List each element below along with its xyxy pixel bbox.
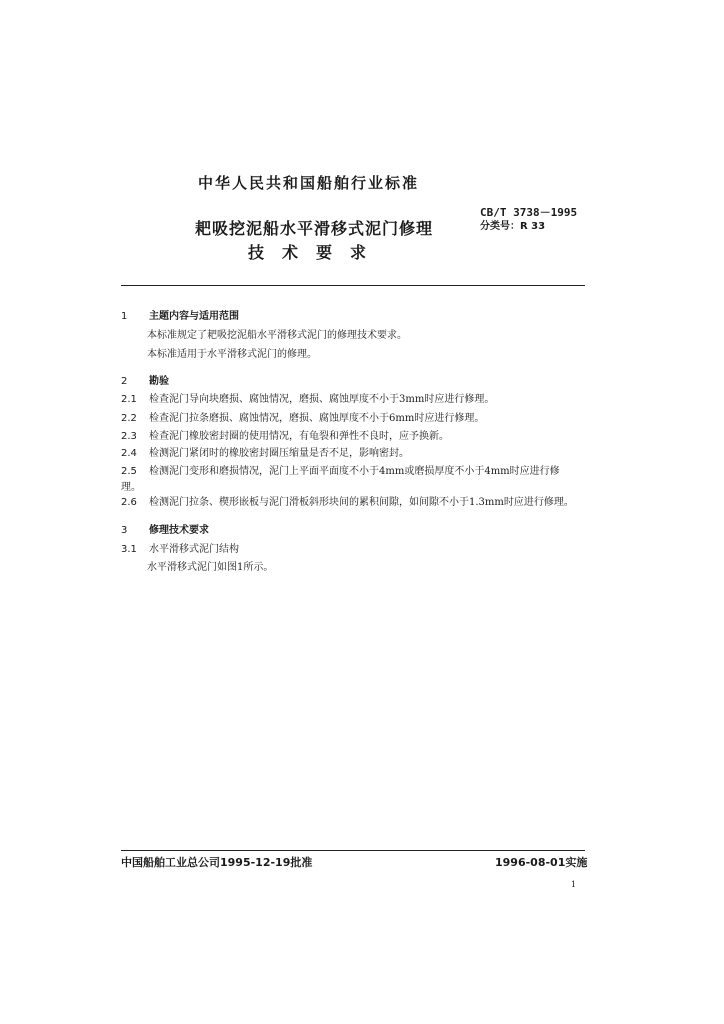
clause-number: 3.1 <box>121 544 137 555</box>
page-number: 1 <box>571 880 577 889</box>
section-1-heading <box>121 304 239 323</box>
clause-text: 水平滑移式泥门结构 <box>149 544 239 555</box>
paragraph: 本标准规定了耙吸挖泥船水平滑移式泥门的修理技术要求。 <box>147 330 407 341</box>
clause-number: 2.3 <box>121 431 137 442</box>
clause-item <box>121 409 484 424</box>
clause-text: 检测泥门紧闭时的橡胶密封圈压缩量是否不足，影响密封。 <box>149 448 409 459</box>
clause-item <box>121 540 239 555</box>
clause-text: 检查泥门导向块磨损、腐蚀情况，磨损、腐蚀厚度不小于3mm时应进行修理。 <box>149 394 495 405</box>
clause-number: 2.2 <box>121 413 137 424</box>
section-number: 3 <box>121 525 128 536</box>
clause-number: 2.6 <box>121 497 137 508</box>
standard-code: CB/T 3738－1995 <box>480 206 578 219</box>
clause-number: 2.1 <box>121 394 137 405</box>
clause-text: 检测泥门变形和磨损情况，泥门上平面平面度不小于4mm或磨损厚度不小于4mm时应进行修 <box>149 466 560 477</box>
section-3-heading <box>121 518 209 537</box>
classification-number: 分类号：R 33 <box>480 221 546 232</box>
approval-date: 中国船舶工业总公司1995-12-19批准 <box>121 856 313 869</box>
section-number: 2 <box>121 376 128 387</box>
clause-continuation: 理。 <box>121 482 141 493</box>
clause-text: 检测泥门拉条、楔形嵌板与泥门滑板斜形块间的累积间隙，如间隙不小于1.3mm时应进行修理。 <box>149 497 574 508</box>
document-subtitle: 技术要求 <box>248 243 385 262</box>
clause-item <box>121 390 494 405</box>
section-title: 主题内容与适用范围 <box>149 311 239 322</box>
standard-organization: 中华人民共和国船舶行业标准 <box>198 174 420 192</box>
section-number: 1 <box>121 311 128 322</box>
clause-item <box>121 427 449 442</box>
clause-number: 2.5 <box>121 466 137 477</box>
clause-item <box>121 444 409 459</box>
clause-number: 2.4 <box>121 448 137 459</box>
paragraph: 水平滑移式泥门如图1所示。 <box>147 562 274 573</box>
document-title: 耙吸挖泥船水平滑移式泥门修理 <box>195 219 434 238</box>
section-title: 修理技术要求 <box>149 525 209 536</box>
clause-item <box>121 462 560 477</box>
clause-item <box>121 493 574 508</box>
paragraph: 本标准适用于水平滑移式泥门的修理。 <box>147 349 317 360</box>
effective-date: 1996-08-01实施 <box>495 856 588 869</box>
footer-divider <box>121 850 585 851</box>
section-title: 勘验 <box>149 376 169 387</box>
clause-text: 检查泥门橡胶密封圈的使用情况，有龟裂和弹性不良时，应予换新。 <box>149 431 449 442</box>
header-divider <box>121 285 585 286</box>
section-2-heading <box>121 369 169 388</box>
clause-text: 检查泥门拉条磨损、腐蚀情况，磨损、腐蚀厚度不小于6mm时应进行修理。 <box>149 413 485 424</box>
